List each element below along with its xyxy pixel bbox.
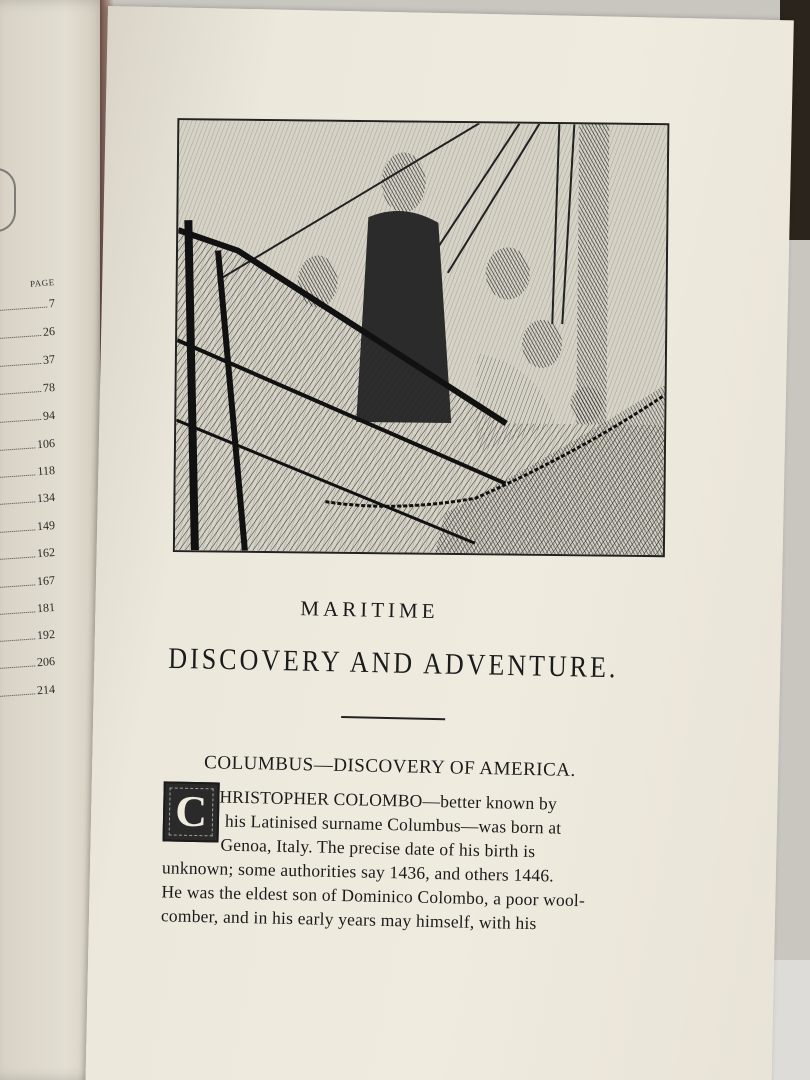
toc-page-number: 94 [42,408,56,423]
toc-page-number: 181 [36,600,56,616]
toc-row [0,352,56,371]
toc-page-number: 7 [48,296,56,311]
ship-engraving-icon [173,118,670,557]
body-line: HRISTOPHER COLOMBO—better known by [219,786,558,814]
body-line: He was the eldest son of Dominico Colombo, a poor wool- [161,881,586,911]
section-heading: COLUMBUS—DISCOVERY OF AMERICA. [203,752,576,781]
book-title-line1: MARITIME [300,596,439,624]
toc-page-number: 149 [36,518,56,534]
toc-row [0,627,56,646]
toc-row [0,380,56,399]
toc-page-number: 78 [42,380,56,395]
toc-page-number: 106 [36,436,56,452]
body-line: Genoa, Italy. The precise date of his birth is [220,834,536,862]
toc-page-number: 26 [42,324,56,339]
toc-row [0,573,56,592]
toc-page-number: 214 [36,682,56,698]
toc-page-number: 167 [36,573,56,589]
toc-row [0,654,56,673]
ornament-icon [0,168,16,232]
toc-row [0,600,56,619]
toc-page-number: 37 [42,352,56,367]
right-page [85,6,794,1080]
body-line: unknown; some authorities say 1436, and others 1446. [161,857,555,886]
toc-row [0,436,56,455]
toc-row [0,408,56,427]
book-title-line2: DISCOVERY AND ADVENTURE. [168,641,619,685]
toc-row [0,324,56,343]
toc-row [0,296,56,315]
toc-page-number: 134 [36,490,56,506]
toc-page-number: 118 [36,463,56,479]
toc-row [0,545,56,564]
title-divider [341,716,445,720]
body-line: his Latinised surname Columbus—was born at [224,810,562,838]
toc-row [0,490,56,509]
toc-row [0,682,56,701]
toc-row [0,518,56,537]
body-line: comber, and in his early years may himself, with his [160,905,537,934]
toc-page-number: 192 [36,627,56,643]
toc-row [0,463,56,482]
toc-page-number: 162 [36,545,56,561]
toc-page-number: 206 [36,654,56,670]
toc-page-header: PAGE [29,277,56,289]
drop-cap: C [163,781,220,842]
